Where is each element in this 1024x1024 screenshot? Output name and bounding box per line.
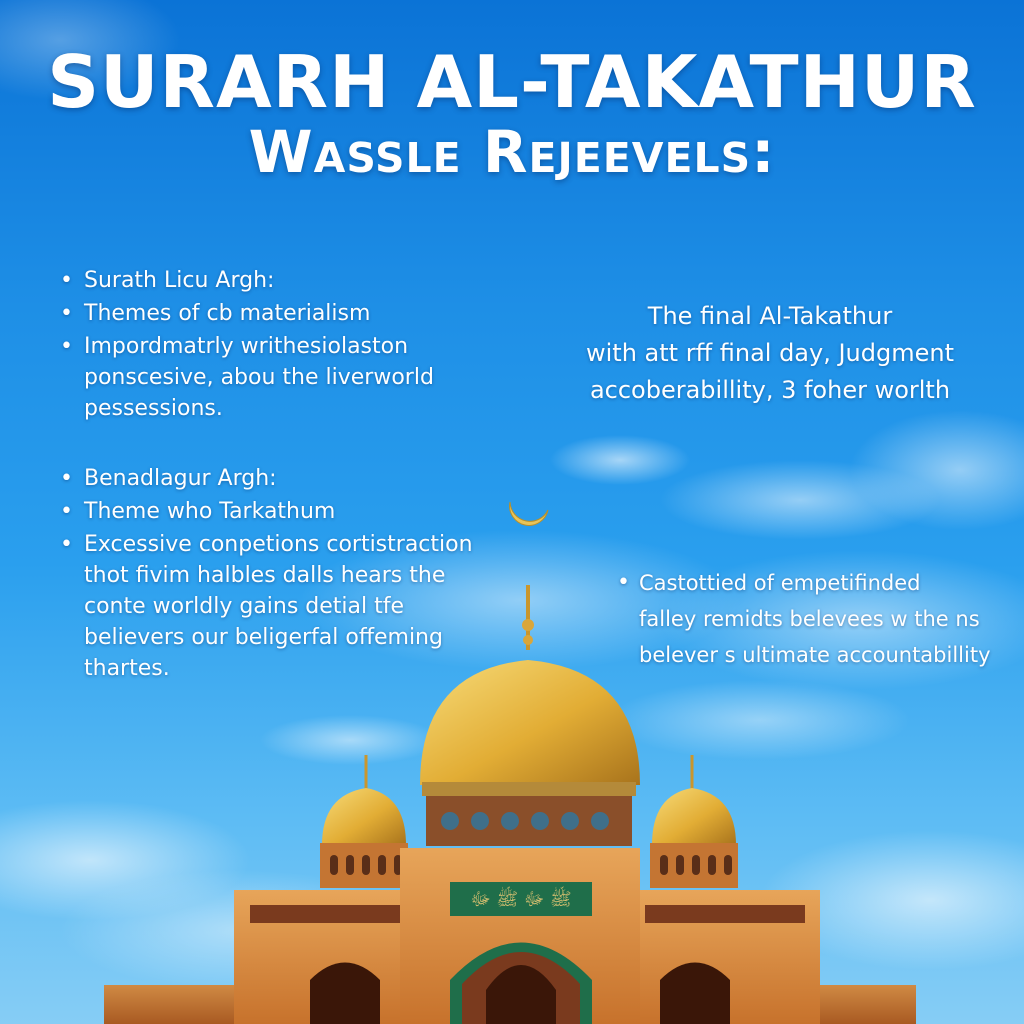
list-item-text: Excessive conpetions cortistraction thot fivim halbles dalls hears the conte worldly gains detial tfe believers our beligerfal offeming thartes. bbox=[84, 532, 473, 681]
bullet-dot-icon: • bbox=[60, 466, 73, 491]
bullet-dot-icon: • bbox=[60, 301, 73, 326]
list-item-text: Impordmatrly writhesiolaston ponscesive, abou the liverworld pessessions. bbox=[84, 334, 434, 421]
list-item bbox=[58, 265, 498, 296]
list-item-text: falley remidts belevees w the ns bbox=[639, 607, 980, 631]
list-item-text: Theme who Tarkathum bbox=[84, 499, 336, 524]
bullet-dot-icon: • bbox=[60, 499, 73, 524]
page-subtitle: Wassle Rejeevels: bbox=[248, 118, 776, 186]
list-item bbox=[58, 331, 498, 424]
bullet-dot-icon: • bbox=[60, 532, 73, 557]
page-title: SURARH AL-TAKATHUR bbox=[47, 40, 977, 124]
text-line: with att rff final day, Judgment bbox=[586, 339, 954, 367]
crescent-moon-icon bbox=[498, 480, 558, 540]
list-item bbox=[58, 463, 498, 494]
list-item bbox=[58, 298, 498, 329]
list-item-text: Themes of cb materialism bbox=[84, 301, 371, 326]
list-item-text: Benadlagur Argh: bbox=[84, 466, 277, 491]
text-line: The final Al-Takathur bbox=[647, 302, 893, 330]
bullet-dot-icon: • bbox=[60, 334, 73, 359]
mosque-illustration bbox=[0, 560, 1024, 1024]
left-section-1 bbox=[58, 265, 498, 426]
list-item-text: belever s ultimate accountabillity bbox=[639, 643, 991, 667]
svg-text:ﷺ ﷻ ﷺ ﷻ: ﷺ ﷻ ﷺ ﷻ bbox=[470, 889, 572, 910]
bullet-dot-icon: • bbox=[617, 570, 630, 595]
right-section-1 bbox=[560, 298, 980, 409]
list-item-text: Surath Licu Argh: bbox=[84, 268, 275, 293]
list-item bbox=[58, 496, 498, 527]
bullet-dot-icon: • bbox=[60, 268, 73, 293]
text-line: accoberabillity, 3 foher worlth bbox=[589, 376, 951, 404]
list-item-text: Castottied of empetifinded bbox=[639, 571, 921, 595]
